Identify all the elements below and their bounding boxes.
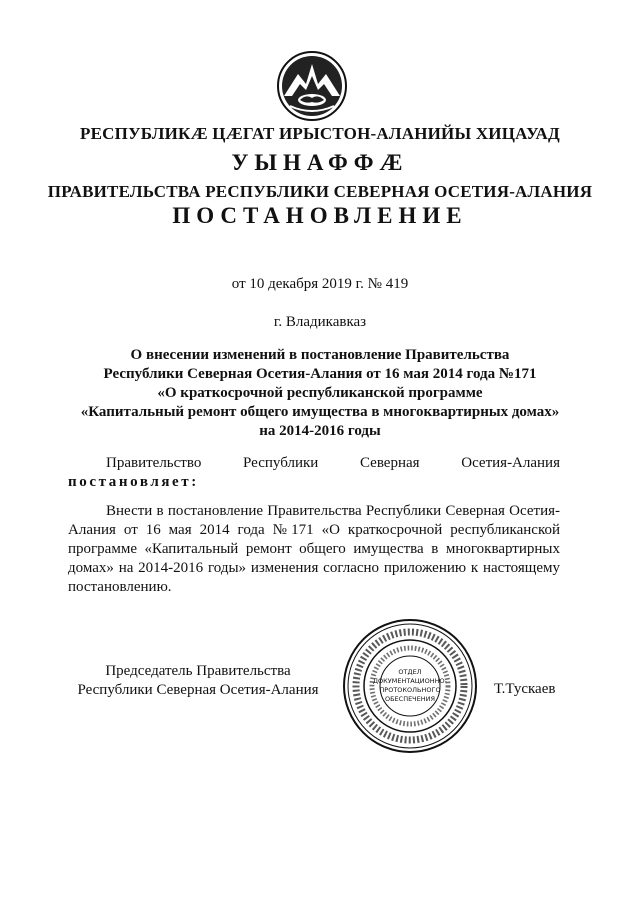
preamble-word: Северная [359, 455, 420, 471]
document-date-number: от 10 декабря 2019 г. № 419 [231, 276, 409, 292]
preamble-line [68, 455, 560, 472]
subject-line: «О краткосрочной республиканской программе [157, 385, 483, 401]
signatory-name: Т.Тускаев [494, 681, 556, 697]
decree-verb: постановляет: [68, 474, 199, 490]
coat-of-arms-icon [276, 50, 348, 122]
header-uynaffae: УЫНАФФÆ [231, 150, 409, 175]
header-government: ПРАВИТЕЛЬСТВА РЕСПУБЛИКИ СЕВЕРНАЯ ОСЕТИЯ-АЛАНИЯ [47, 182, 593, 201]
header-line-ossetian: РЕСПУБЛИКÆ ЦÆГАТ ИРЫСТОН-АЛАНИЙЫ ХИЦАУАД [80, 124, 560, 143]
seal-text: ПРОТОКОЛЬНОГО [379, 686, 441, 694]
seal-text: ОТДЕЛ [398, 668, 422, 676]
body-paragraph: Внести в постановление Правительства Республики Северная Осетия-Алания от 16 мая 2014 года №171 «О краткосрочной республиканской программе «Капитальный ремонт общего имущества в многоквартирных домах» на 2014-2016 годы» изменения согласно приложению к настоящему постановлению. [68, 503, 560, 595]
seal-text: ОБЕСПЕЧЕНИЯ [384, 695, 436, 703]
header-postanovlenie: ПОСТАНОВЛЕНИЕ [172, 203, 468, 228]
preamble-word: Осетия-Алания [461, 455, 560, 471]
document-city: г. Владикавказ [273, 314, 367, 330]
preamble-word: Республики [243, 455, 319, 471]
subject-line: на 2014-2016 годы [259, 423, 381, 439]
signatory-title-line: Республики Северная Осетия-Алания [77, 682, 319, 698]
preamble-word: Правительство [106, 455, 202, 471]
subject-line: Республики Северная Осетия-Алания от 16 мая 2014 года №171 [103, 366, 537, 382]
signatory-title [68, 662, 328, 700]
official-seal-stamp [342, 618, 478, 754]
document-subject [60, 346, 580, 441]
subject-line: «Капитальный ремонт общего имущества в многоквартирных домах» [80, 404, 560, 420]
subject-line: О внесении изменений в постановление Правительства [130, 347, 510, 363]
seal-text: ДОКУМЕНТАЦИОННО- [372, 677, 448, 685]
signatory-title-line: Председатель Правительства [105, 663, 291, 679]
